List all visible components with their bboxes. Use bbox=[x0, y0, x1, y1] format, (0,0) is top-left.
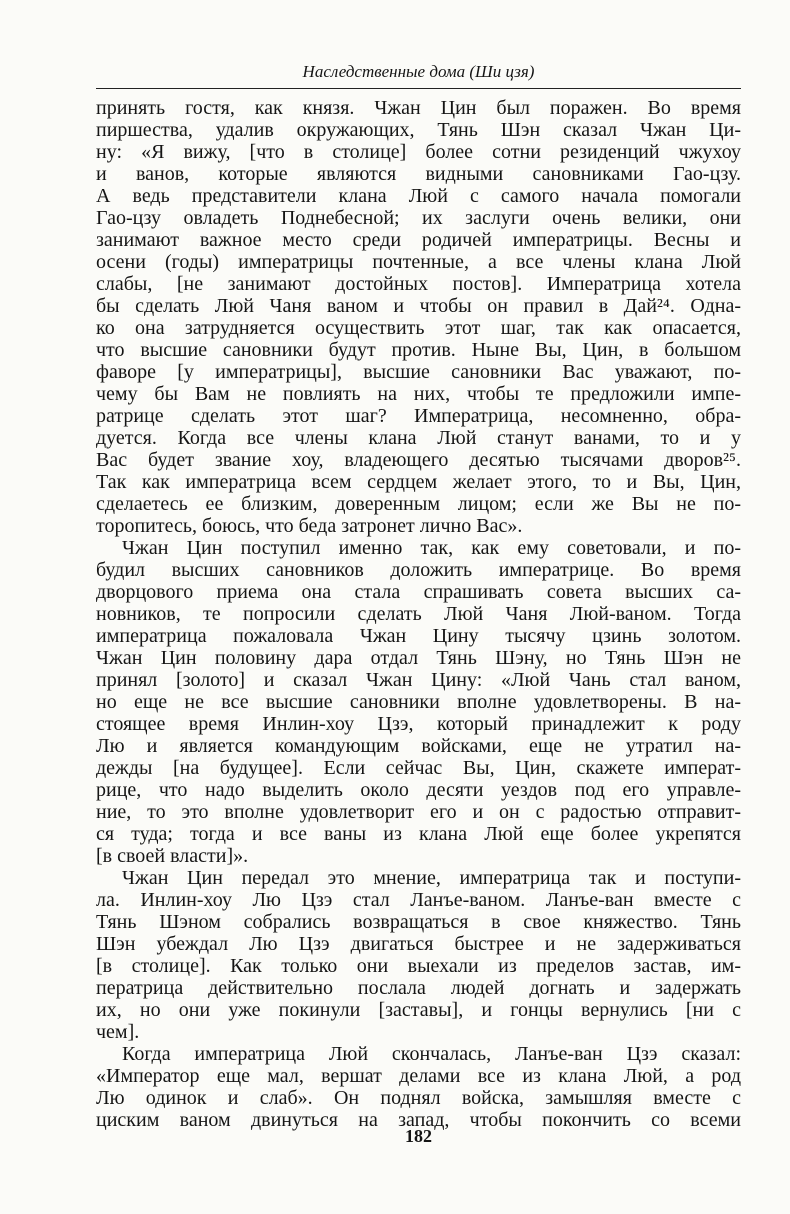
text-line: ла. Инлин-хоу Лю Цзэ стал Ланъе-ваном. Ланъе-ван вместе с bbox=[96, 889, 741, 911]
text-line: и ванов, которые являются видными сановниками Гао-цзу. bbox=[96, 163, 741, 185]
text-line: что высшие сановники будут против. Ныне Вы, Цин, в большом bbox=[96, 339, 741, 361]
text-line: циским ваном двинуться на запад, чтобы покончить со всеми bbox=[96, 1109, 741, 1131]
text-line: ся туда; тогда и все ваны из клана Люй еще более укрепятся bbox=[96, 823, 741, 845]
running-header: Наследственные дома (Ши цзя) bbox=[302, 62, 535, 81]
text-line: новников, те попросили сделать Люй Чаня Люй-ваном. Тогда bbox=[96, 603, 741, 625]
text-line: рице, что надо выделить около десяти уездов под его управле- bbox=[96, 779, 741, 801]
text-line: фаворе [у императрицы], высшие сановники Вас уважают, по- bbox=[96, 361, 741, 383]
text-line: слабы, [не занимают достойных постов]. Императрица хотела bbox=[96, 273, 741, 295]
text-line: ператрица действительно послала людей догнать и задержать bbox=[96, 977, 741, 999]
text-line: дежды [на будущее]. Если сейчас Вы, Цин, скажете императ- bbox=[96, 757, 741, 779]
text-line: осени (годы) императрицы почтенные, а все члены клана Люй bbox=[96, 251, 741, 273]
text-line: Чжан Цин передал это мнение, императрица так и поступи- bbox=[122, 867, 741, 889]
text-line: но еще не все высшие сановники вполне удовлетворены. В на- bbox=[96, 691, 741, 713]
text-line: Так как императрица всем сердцем желает этого, то и Вы, Цин, bbox=[96, 471, 741, 493]
body-text bbox=[96, 97, 741, 1131]
text-line: их, но они уже покинули [заставы], и гонцы вернулись [ни с bbox=[96, 999, 741, 1021]
text-line: императрица пожаловала Чжан Цину тысячу цзинь золотом. bbox=[96, 625, 741, 647]
text-line: Шэн убеждал Лю Цзэ двигаться быстрее и не задерживаться bbox=[96, 933, 741, 955]
text-line: ратрице сделать этот шаг? Императрица, несомненно, обра- bbox=[96, 405, 741, 427]
text-line: Когда императрица Люй скончалась, Ланъе-ван Цзэ сказал: bbox=[122, 1043, 741, 1065]
text-line: пиршества, удалив окружающих, Тянь Шэн сказал Чжан Ци- bbox=[96, 119, 741, 141]
text-line: бы сделать Люй Чаня ваном и чтобы он правил в Дай²⁴. Одна- bbox=[96, 295, 741, 317]
header-rule bbox=[96, 88, 741, 89]
text-line: ко она затрудняется осуществить этот шаг, так как опасается, bbox=[96, 317, 741, 339]
text-line: чем]. bbox=[96, 1021, 140, 1043]
text-line: Тянь Шэном собрались возвращаться в свое княжество. Тянь bbox=[96, 911, 741, 933]
page-number: 182 bbox=[405, 1126, 432, 1146]
text-line: А ведь представители клана Люй с самого начала помогали bbox=[96, 185, 741, 207]
text-line: чему бы Вам не повлиять на них, чтобы те предложили импе- bbox=[96, 383, 741, 405]
text-line: принять гостя, как князя. Чжан Цин был поражен. Во время bbox=[96, 97, 741, 119]
text-line: Лю одинок и слаб». Он поднял войска, замышляя вместе с bbox=[96, 1087, 741, 1109]
text-line: сделаетесь ее близким, доверенным лицом; если же Вы не по- bbox=[96, 493, 741, 515]
text-line: Чжан Цин половину дара отдал Тянь Шэну, но Тянь Шэн не bbox=[96, 647, 741, 669]
text-line: «Император еще мал, вершат делами все из клана Люй, а род bbox=[96, 1065, 741, 1087]
text-line: будил высших сановников доложить императрице. Во время bbox=[96, 559, 741, 581]
text-line: занимают важное место среди родичей императрицы. Весны и bbox=[96, 229, 741, 251]
text-line: ну: «Я вижу, [что в столице] более сотни резиденций чжухоу bbox=[96, 141, 741, 163]
text-line: [в своей власти]». bbox=[96, 845, 249, 867]
text-line: ние, то это вполне удовлетворит его и он с радостью отправит- bbox=[96, 801, 741, 823]
text-line: Гао-цзу овладеть Поднебесной; их заслуги очень велики, они bbox=[96, 207, 741, 229]
text-line: принял [золото] и сказал Чжан Цину: «Люй Чань стал ваном, bbox=[96, 669, 741, 691]
text-line: дворцового приема она стала спрашивать совета высших са- bbox=[96, 581, 741, 603]
text-line: Чжан Цин поступил именно так, как ему советовали, и по- bbox=[122, 537, 741, 559]
text-line: дуется. Когда все члены клана Люй станут ванами, то и у bbox=[96, 427, 741, 449]
text-line: торопитесь, боюсь, что беда затронет лично Вас». bbox=[96, 515, 523, 537]
text-line: Лю и является командующим войсками, еще не утратил на- bbox=[96, 735, 741, 757]
text-line: Вас будет звание хоу, владеющего десятью тысячами дворов²⁵. bbox=[96, 449, 741, 471]
text-line: [в столице]. Как только они выехали из пределов застав, им- bbox=[96, 955, 741, 977]
text-line: стоящее время Инлин-хоу Цзэ, который принадлежит к роду bbox=[96, 713, 741, 735]
